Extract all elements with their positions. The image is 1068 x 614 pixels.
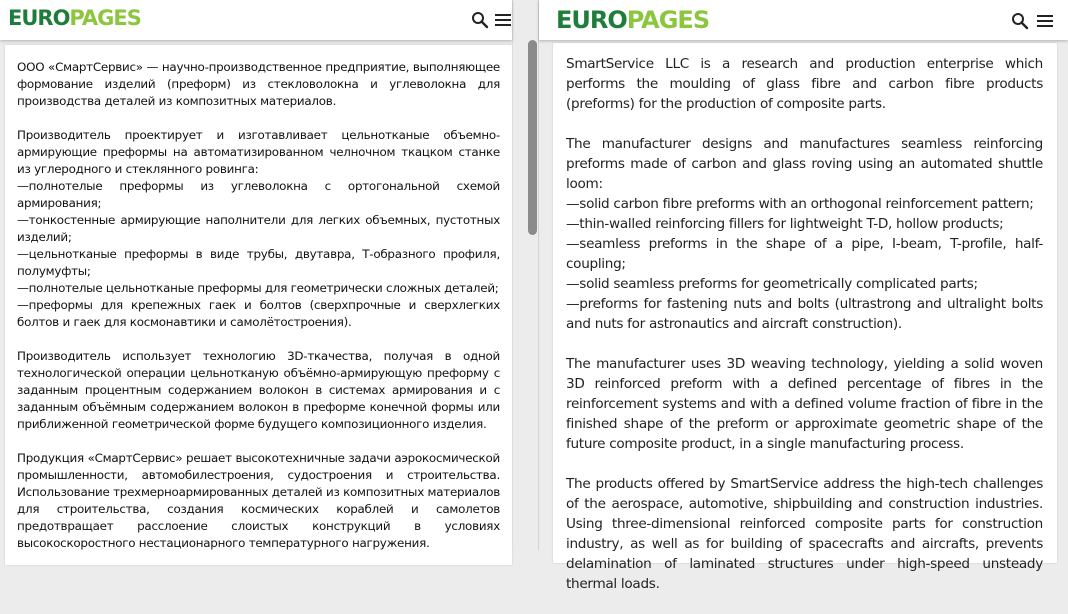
description-card bbox=[553, 43, 1057, 592]
scrollbar[interactable] bbox=[512, 0, 539, 550]
logo-part-pages: PAGES bbox=[69, 6, 141, 30]
europages-logo[interactable] bbox=[556, 8, 709, 32]
paragraph bbox=[566, 354, 1043, 454]
paragraph bbox=[566, 54, 1043, 114]
header bbox=[539, 0, 1068, 40]
list-line: —seamless preforms in the shape of a pipe, I-beam, T-profile, half-coupling; bbox=[566, 236, 1043, 272]
text-line: ООО «СмартСервис» — научно-производственное предприятие, выполняющее формование изделий (преформ) из стекловолокна и углеволокна для производства деталей из композитных материалов. bbox=[17, 60, 500, 108]
search-icon[interactable] bbox=[470, 10, 490, 30]
list-line: —preforms for fastening nuts and bolts (ultrastrong and ultralight bolts and nuts for astronautics and aircraft construction). bbox=[566, 296, 1043, 332]
europages-logo[interactable] bbox=[8, 8, 141, 29]
list-line: —thin-walled reinforcing fillers for lightweight T-D, hollow products; bbox=[566, 216, 1004, 232]
paragraph bbox=[17, 450, 500, 552]
left-pane bbox=[0, 0, 512, 550]
menu-icon[interactable] bbox=[493, 10, 513, 30]
menu-icon[interactable] bbox=[1035, 11, 1055, 31]
text-line: The products offered by SmartService address the high-tech challenges of the aerospace, automotive, shipbuilding and construction industries. Using three-dimensional reinforced composite parts for construction industry, as well as for building of spacecrafts and aircrafts, prevents delamination of laminated structures under high-speed unsteady thermal loads. bbox=[566, 476, 1043, 592]
text-line: The manufacturer uses 3D weaving technology, yielding a solid woven 3D reinforced preform with a defined percentage of fibres in the reinforcement systems and with a defined volume fraction of fibre in the finished shape of the preform or approximate geometric shape of the future composite product, in a single manufacturing process. bbox=[566, 356, 1043, 452]
list-line: —solid seamless preforms for geometrically complicated parts; bbox=[566, 276, 978, 292]
text-line: Производитель проектирует и изготавливает цельнотканые объемно-армирующие преформы на автоматизированном челночном ткацком станке из углеродного и стеклянного ровинга: bbox=[17, 128, 500, 176]
paragraph bbox=[17, 59, 500, 110]
description-card bbox=[5, 45, 512, 565]
paragraph bbox=[566, 474, 1043, 594]
search-icon[interactable] bbox=[1010, 11, 1030, 31]
list-line: —преформы для крепежных гаек и болтов (сверхпрочные и сверхлегких болтов и гаек для космонавтики и самолётостроения). bbox=[17, 298, 500, 329]
scroll-thumb[interactable] bbox=[528, 40, 537, 235]
paragraph bbox=[566, 134, 1043, 334]
company-description bbox=[17, 59, 500, 569]
text-line: The manufacturer designs and manufactures seamless reinforcing preforms made of carbon and glass roving using an automated shuttle loom: bbox=[566, 136, 1043, 192]
list-line: —solid carbon fibre preforms with an orthogonal reinforcement pattern; bbox=[566, 196, 1034, 212]
logo-part-euro: EURO bbox=[556, 6, 627, 34]
header bbox=[0, 0, 512, 40]
company-description bbox=[566, 54, 1043, 614]
right-pane bbox=[539, 0, 1068, 592]
paragraph bbox=[17, 127, 500, 331]
logo-part-euro: EURO bbox=[8, 6, 70, 30]
text-line: SmartService LLC is a research and production enterprise which performs the moulding of glass fibre and carbon fibre products (preforms) for the production of composite parts. bbox=[566, 56, 1043, 112]
paragraph bbox=[17, 348, 500, 433]
logo-part-pages: PAGES bbox=[626, 6, 710, 34]
list-line: —цельнотканые преформы в виде трубы, двутавра, Т-образного профиля, полумуфты; bbox=[17, 247, 500, 278]
list-line: —тонкостенные армирующие наполнители для легких объемных, пустотных изделий; bbox=[17, 213, 500, 244]
list-line: —полнотелые цельнотканые преформы для геометрически сложных деталей; bbox=[17, 281, 499, 295]
text-line: Продукция «СмартСервис» решает высокотехничные задачи аэрокосмической промышленности, автомобилестроения, судостроения и строительства. Использование трехмерноармированных деталей из композитных материалов для строительства, создания космических кораблей и самолетов предотвращает расслоение слоистых конструкций в условиях высокоскоростного нестационарного температурного нагружения. bbox=[17, 451, 500, 550]
text-line: Производитель использует технологию 3D-ткачества, получая в одной технологической операции цельнотканую объёмно-армирующую преформу с заданным процентным содержанием волокон в системах армирования и с заданным объёмным содержанием волокон в преформе конечной формы или приближенной геометрической форме будущего композиционного изделия. bbox=[17, 349, 500, 431]
list-line: —полнотелые преформы из углеволокна с ортогональной схемой армирования; bbox=[17, 179, 500, 210]
